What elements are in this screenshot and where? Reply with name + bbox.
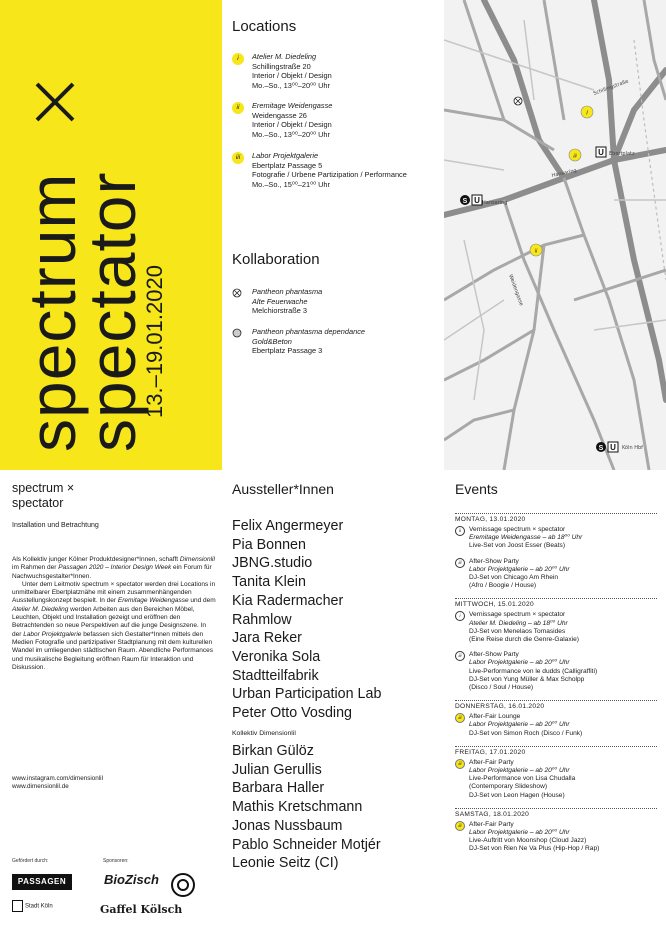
map-marker-i — [581, 106, 593, 118]
location-category: Fotografie / Urbene Partizipation / Performance — [252, 170, 407, 180]
stadt-koeln-logo: Stadt Köln — [12, 900, 53, 912]
title-line-1: spectrum — [15, 172, 89, 452]
event-line: (Contemporary Slideshow) — [469, 783, 548, 791]
event-line: After-Show Party — [469, 557, 519, 565]
exhibitor-name: Felix Angermeyer — [232, 518, 344, 534]
location-number-icon: i — [455, 611, 465, 621]
location-marker: iii — [232, 152, 244, 164]
passagen-logo: PASSAGEN — [12, 874, 72, 890]
exhibitor-name: Urban Participation Lab — [232, 686, 382, 703]
event-line: (Eine Reise durch die Genre-Galaxie) — [469, 636, 579, 643]
kollektiv-member-name: Leonie Seitz (CI) — [232, 855, 339, 872]
title-panel — [0, 0, 222, 470]
location-address: Schillingstraße 20 — [252, 61, 311, 71]
event-text — [469, 821, 664, 854]
location-category: Interior / Objekt / Design — [252, 120, 332, 130]
kollektiv-member-name: Pablo Schneider Motjér — [232, 836, 381, 853]
event-line: After-Fair Party — [469, 820, 514, 828]
location-category: Interior / Objekt / Design — [252, 71, 332, 81]
event-line: DJ-Set von Menelaos Tomasides — [469, 627, 566, 635]
kollektiv-member-name: Birkan Gülöz — [232, 743, 314, 759]
event-day-label: MITTWOCH, 15.01.2020 — [455, 601, 534, 609]
project-subheading: Installation und Betrachtung — [12, 522, 99, 529]
event-line: Atelier M. Diedeling – ab 18⁰⁰ Uhr — [469, 619, 568, 627]
project-heading — [12, 481, 74, 511]
map-label-ebertplatz: Ebertplatz — [609, 151, 635, 157]
event-line: Live-Performance von Lisa Chudalla — [469, 775, 576, 783]
location-address: Ebertplatz Passage 5 — [252, 160, 323, 170]
exhibitors-heading: Aussteller*Innen — [232, 481, 334, 497]
event-line: (Disco / Soul / House) — [469, 684, 534, 691]
location-map — [444, 0, 666, 470]
location-text — [252, 52, 462, 90]
crossed-circle-icon — [232, 288, 242, 298]
exhibitor-name: Tanita Klein — [232, 574, 306, 591]
kollaboration-name: Pantheon phantasma — [252, 287, 323, 296]
event-line: Labor Projektgalerie – ab 20⁰⁰ Uhr — [469, 721, 570, 729]
event-text — [469, 713, 664, 738]
event-day-label: DONNERSTAG, 16.01.2020 — [455, 703, 545, 711]
biozisch-logo: BioZisch — [104, 872, 159, 887]
kollektiv-member-name: Julian Gerullis — [232, 761, 322, 778]
event-line: Live-Performance von le dudds (Calligraffiti) — [469, 667, 598, 675]
kollaboration-venue: Gold&Beton — [252, 336, 292, 346]
event-day-divider — [455, 808, 657, 809]
location-number-icon: iii — [455, 558, 465, 568]
event-text — [469, 651, 664, 692]
event-day-divider — [455, 598, 657, 599]
kollaboration-venue: Alte Feuerwache — [252, 296, 308, 306]
event-line: Vernissage spectrum × spectator — [469, 526, 566, 533]
map-marker-iii — [569, 149, 581, 161]
project-heading-text: spectrum × spectator — [12, 481, 75, 510]
instagram-link[interactable]: www.instagram.com/dimensionlil — [12, 775, 103, 782]
exhibitor-name: Jara Reker — [232, 630, 302, 647]
event-day-divider — [455, 700, 657, 701]
funded-by-label: Gefördert durch: — [12, 858, 49, 864]
exhibitor-name: Stadtteilfabrik — [232, 667, 319, 684]
event-line: DJ-Set von Simon Roch (Disco / Funk) — [469, 729, 583, 737]
kollektiv-label: Kollektiv Dimensionlil — [232, 730, 296, 737]
svg-text:S: S — [462, 198, 468, 205]
map-label-koeln-hbf: Köln Hbf — [622, 445, 643, 451]
location-text — [252, 101, 462, 139]
event-line: After-Fair Party — [469, 758, 514, 766]
event-day-label: SAMSTAG, 18.01.2020 — [455, 810, 530, 818]
map-marker-ii — [530, 244, 542, 256]
event-line: Live-Auftritt von Moonshop (Cloud Jazz) — [469, 837, 587, 845]
location-number-icon: iii — [455, 759, 465, 769]
exhibitor-name: Kia Radermacher — [232, 592, 344, 609]
location-name: Atelier M. Diedeling — [252, 52, 317, 61]
event-line: Vernissage spectrum × spectator — [469, 611, 566, 619]
kollektiv-member-name: Jonas Nussbaum — [232, 817, 343, 834]
u-bahn-icon — [596, 147, 606, 157]
map-label-hansaring-a: Hansaring — [551, 167, 578, 179]
event-day-label: FREITAG, 17.01.2020 — [455, 748, 526, 756]
event-day-divider — [455, 513, 657, 514]
dotted-circle-icon — [232, 328, 242, 338]
event-text — [469, 611, 664, 644]
kollaboration-name: Pantheon phantasma dependance — [252, 327, 366, 336]
kollaboration-heading: Kollaboration — [232, 251, 320, 268]
event-day-divider — [455, 746, 657, 747]
map-label-hansaring-b: Hansaring — [482, 200, 508, 206]
city-crest-icon — [12, 900, 23, 912]
location-name: Labor Projektgalerie — [252, 151, 319, 160]
location-hours: Mo.–So., 13⁰⁰–20⁰⁰ Uhr — [252, 80, 330, 90]
gaffel-koelsch-logo: Gaffel Kölsch — [100, 903, 183, 916]
event-line: DJ-Set von Leon Hagen (House) — [469, 791, 565, 799]
event-line: DJ-Set von Chicago Am Rhein — [469, 574, 559, 581]
event-line: Labor Projektgalerie – ab 20⁰⁰ Uhr — [469, 767, 570, 774]
kollektiv-member-name: Barbara Haller — [232, 780, 325, 797]
event-text — [469, 558, 664, 591]
svg-text:U: U — [598, 148, 604, 157]
crossed-circle-map-icon — [514, 97, 522, 105]
exhibitor-list — [232, 517, 381, 723]
map-marker-i-label: i — [586, 110, 588, 117]
kollektiv-list — [232, 742, 381, 873]
location-number-icon: ii — [455, 526, 465, 536]
event-day-label: MONTAG, 13.01.2020 — [455, 516, 526, 523]
location-marker: ii — [232, 102, 244, 114]
event-text — [469, 526, 664, 551]
location-text — [252, 151, 462, 189]
exhibitor-name: JBNG.studio — [232, 555, 313, 572]
map-marker-iii-label: iii — [573, 153, 577, 160]
title-line-2: spectator — [75, 171, 149, 452]
project-description — [12, 556, 217, 672]
kollaboration-address: Ebertplatz Passage 3 — [252, 346, 323, 356]
sponsors-label: Sponsoren: — [103, 858, 129, 864]
exhibitor-name: Veronika Sola — [232, 648, 321, 665]
location-hours: Mo.–So., 15⁰⁰–21⁰⁰ Uhr — [252, 179, 330, 189]
exhibitor-name: Rahmlow — [232, 611, 292, 628]
description-paragraph-2: Unter dem Leitmotiv spectrum × spectator werden drei Locations in unmittelbarer Ebertplatznähe mit einem zusammenhängenden Ausstellungskonzept bespielt. In der Eremitage Weidengasse und dem Atelier M. Diedeling werden Arbeiten aus den Bereichen Möbel, Leuchten, Objekt und Installation gezeigt und eröffnen den Betrachtenden so neue Perspektiven auf die junge Designszene. In der Labor Projektgalerie befassen sich Gestalter*Innen mittels den Medien Fotografie und partizipativer Stadtplanung mit dem kulturellen Wandel im umliegenden städtischen Raum. Abendliche Performances und musikalische Begleitung eröffnen Raum für Interaktion und Diskussion. — [12, 580, 216, 671]
events-heading: Events — [455, 481, 498, 497]
kollektiv-member-name: Mathis Kretschmann — [232, 799, 363, 816]
location-number-icon: iii — [455, 713, 465, 723]
event-line: Labor Projektgalerie – ab 20⁰⁰ Uhr — [469, 565, 570, 573]
location-address: Weidengasse 26 — [252, 110, 307, 120]
event-line: (Afro / Boogie / House) — [469, 582, 537, 590]
svg-text:U: U — [610, 443, 616, 452]
event-line: DJ-Set von Rien Ne Va Plus (Hip-Hop / Rap) — [469, 845, 600, 853]
event-line: Eremitage Weidengasse – ab 18⁰⁰ Uhr — [469, 534, 583, 542]
location-hours: Mo.–So., 13⁰⁰–20⁰⁰ Uhr — [252, 129, 330, 139]
event-line: Labor Projektgalerie – ab 20⁰⁰ Uhr — [469, 829, 570, 836]
event-line: Live-Set von Joost Esser (Beats) — [469, 542, 566, 550]
website-link[interactable]: www.dimensionlil.de — [12, 783, 69, 790]
map-marker-ii-label: ii — [534, 248, 538, 255]
event-text — [469, 759, 664, 800]
event-line: Labor Projektgalerie – ab 20⁰⁰ Uhr — [469, 659, 570, 667]
map-label-weidengasse: Weidengasse — [507, 273, 525, 307]
map-label-schillingstrasse: Schillingstraße — [592, 78, 630, 97]
kollaboration-text — [252, 287, 462, 316]
exhibitor-name: Pia Bonnen — [232, 536, 306, 553]
event-line: After-Show Party — [469, 651, 519, 659]
svg-text:U: U — [474, 196, 480, 205]
exhibitor-name: Peter Otto Vosding — [232, 705, 353, 722]
event-dates: 13.–19.01.2020 — [142, 265, 167, 418]
svg-text:S: S — [598, 445, 604, 452]
poster-title — [15, 32, 168, 452]
location-name: Eremitage Weidengasse — [252, 101, 333, 110]
kollaboration-address: Melchiorstraße 3 — [252, 306, 308, 316]
olymp-logo-icon — [170, 872, 196, 898]
description-paragraph-1: Als Kollektiv junger Kölner Produktdesigner*Innen, schafft Dimensionlil im Rahmen der Passagen 2020 – Interior Design Week ein Forum für Nachwuchsgestalter*Innen. — [12, 556, 215, 580]
location-marker: i — [232, 53, 244, 65]
location-number-icon: iii — [455, 821, 465, 831]
web-links — [12, 775, 103, 791]
locations-heading: Locations — [232, 18, 297, 35]
location-number-icon: iii — [455, 651, 465, 661]
kollaboration-text — [252, 327, 462, 356]
event-line: DJ-Set von Yung Müller & Max Scholpp — [469, 675, 585, 683]
event-line: After-Fair Lounge — [469, 713, 521, 721]
